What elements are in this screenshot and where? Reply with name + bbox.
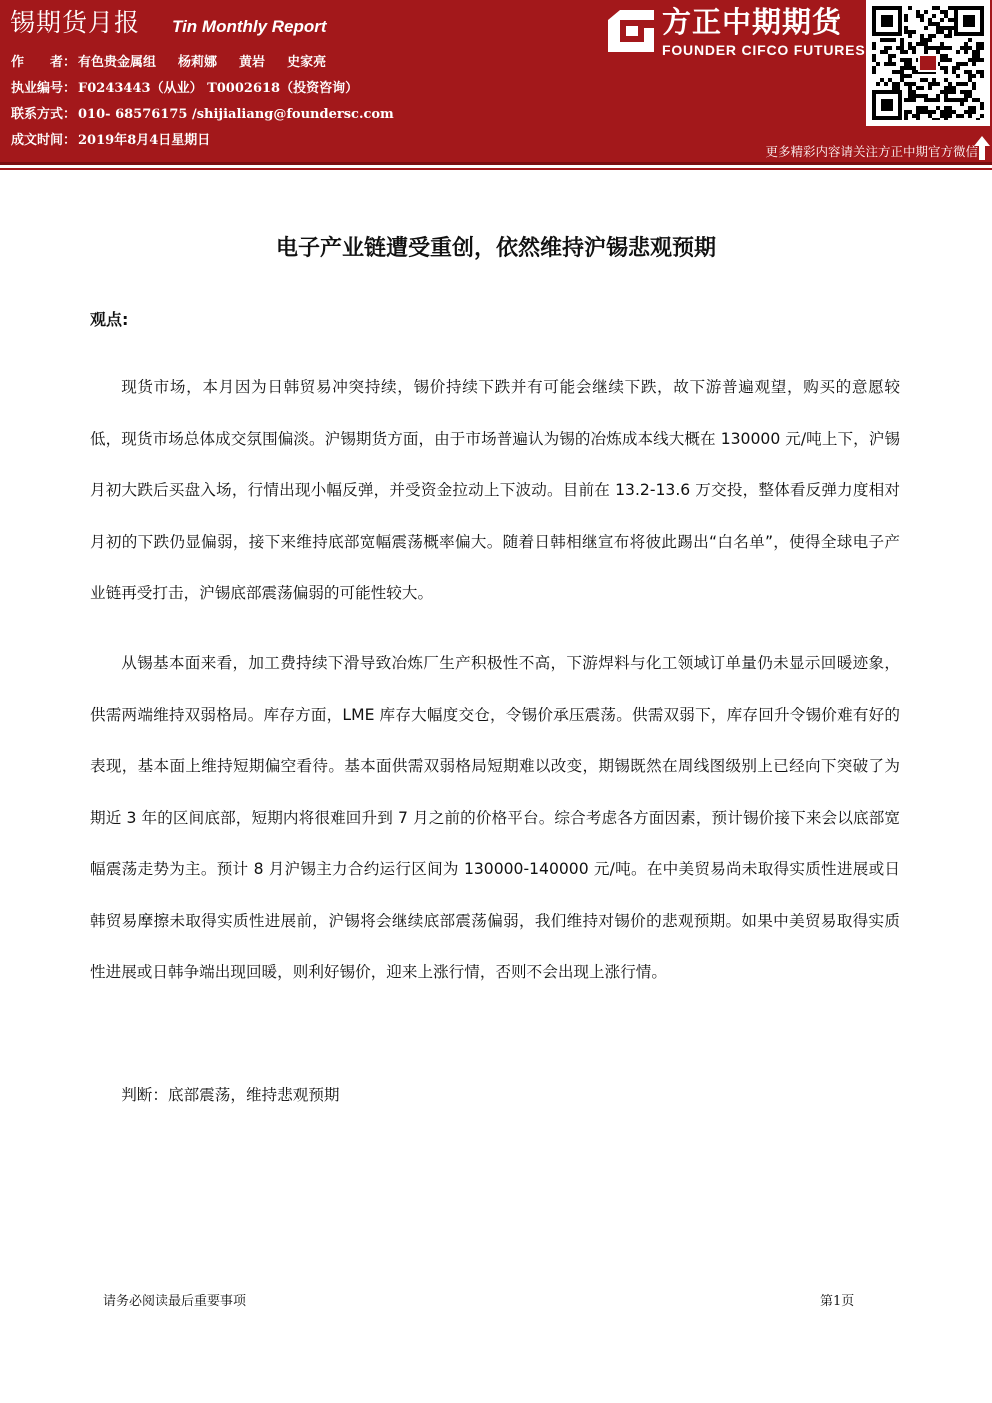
author-name: 史家亮 <box>287 55 327 70</box>
page-number: 第1页 <box>820 1294 855 1309</box>
qr-code[interactable] <box>866 0 990 126</box>
paragraph: 从锡基本面来看，加工费持续下滑导致冶炼厂生产积极性不高，下游焊料与化工领域订单量仍未显示回暖迹象，供需两端维持双弱格局。库存方面，LME 库存大幅度交仓，令锡价承压震荡。供需双弱下，库存回升令锡价难有好的表现，基本面上维持短期偏空看待。基本面供需双弱格局短期难以改变，期锡既然在周线图级别上已经向下突破了为期近 3 年的区间底部，短期内将很难回升到 7 月之前的价格平台。综合考虑各方面因素，预计锡价接下来会以底部宽幅震荡走势为主。预计 8 月沪锡主力合约运行区间为 130000-140000 元/吨。在中美贸易尚未取得实质性进展或日韩贸易摩擦未取得实质性进展前，沪锡将会继续底部震荡偏弱，我们维持对锡价的悲观预期。如果中美贸易取得实质性进展或日韩争端出现回暖，则利好锡价，迎来上涨行情，否则不会出现上涨行情。 <box>90 654 900 981</box>
report-title: 锡期货月报 <box>10 8 141 37</box>
follow-wechat-text: 更多精彩内容请关注方正中期官方微信 <box>765 144 978 159</box>
date-line <box>11 132 210 150</box>
document-title: 电子产业链遭受重创，依然维持沪锡悲观预期 <box>275 236 716 261</box>
section-heading: 观点: <box>90 310 129 329</box>
date-value: 2019年8月4日星期日 <box>78 133 211 148</box>
report-title-en: Tin Monthly Report <box>172 17 327 36</box>
department: 有色贵金属组 <box>78 55 157 70</box>
brand-name-en: FOUNDER CIFCO FUTURES <box>662 42 866 58</box>
authors-label: 作 者： <box>11 55 77 70</box>
license-line <box>11 80 358 98</box>
founder-logo-icon <box>604 6 658 56</box>
footer-note: 请务必阅读最后重要事项 <box>103 1294 247 1309</box>
date-label: 成文时间： <box>11 133 77 148</box>
header-divider <box>0 162 992 165</box>
up-arrow-icon <box>974 136 990 160</box>
license-label: 执业编号： <box>11 81 77 96</box>
brand-name-cn: 方正中期期货 <box>662 5 843 39</box>
contact-label: 联系方式： <box>11 107 77 122</box>
contact-line <box>11 106 394 124</box>
paragraph: 现货市场，本月因为日韩贸易冲突持续，锡价持续下跌并有可能会继续下跌，故下游普遍观望，购买的意愿较低，现货市场总体成交氛围偏淡。沪锡期货方面，由于市场普遍认为锡的冶炼成本线大概在 130000 元/吨上下，沪锡月初大跌后买盘入场，行情出现小幅反弹，并受资金拉动上下波动。目前在 13.2-13.6 万交投，整体看反弹力度相对月初的下跌仍显偏弱，接下来维持底部宽幅震荡概率偏大。随着日韩相继宣布将彼此踢出“白名单”，使得全球电子产业链再受打击，沪锡底部震荡偏弱的可能性较大。 <box>90 378 900 602</box>
header-divider-thin <box>0 168 992 170</box>
qr-code-icon <box>872 6 984 120</box>
contact-value[interactable]: 010- 68576175 /shijialiang@foundersc.com <box>78 107 394 122</box>
author-name: 黄岩 <box>239 55 266 70</box>
judgement-paragraph: 判断：底部震荡，维持悲观预期 <box>121 1086 340 1104</box>
license-value: F0243443（从业） T0002618（投资咨询） <box>78 81 359 96</box>
authors-line <box>11 54 326 72</box>
author-name: 杨莉娜 <box>178 55 218 70</box>
